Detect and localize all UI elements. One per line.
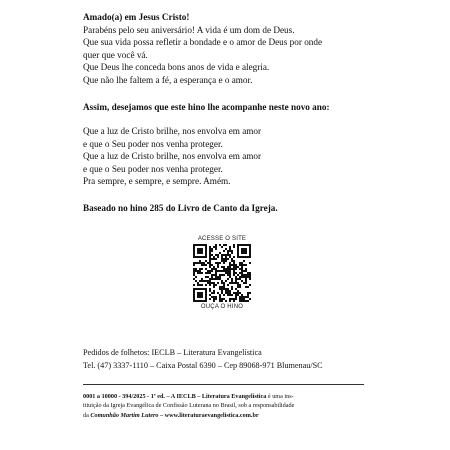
greeting-line: Que Deus lhe conceda bons anos de vida e alegria.	[83, 62, 270, 73]
colophon-prefix: da	[83, 411, 91, 419]
hymn-line: Que a luz de Cristo brilhe, nos envolva em amor	[83, 126, 262, 136]
orders-info	[83, 347, 383, 372]
qr-code-icon[interactable]	[193, 244, 251, 302]
colophon	[83, 392, 383, 420]
hymn-intro	[83, 101, 383, 114]
hymn-basis-text: Baseado no hino 285 do Livro de Canto da Igreja.	[83, 203, 278, 213]
hymn-line: Pra sempre, e sempre, e sempre. Amém.	[83, 176, 231, 187]
hymn-line: Que a luz de Cristo brilhe, nos envolva em amor	[83, 151, 262, 162]
greeting-line: Parabéns pelo seu aniversário! A vida é um dom de Deus.	[83, 24, 295, 35]
hymn-lyrics	[83, 125, 383, 188]
orders-line: Pedidos de folhetos: IECLB – Literatura Evangelística	[83, 348, 262, 357]
hymn-line: e que o Seu poder nos venha proteger.	[83, 163, 223, 174]
qr-bottom-caption: OUÇA O HINO	[200, 304, 244, 310]
greeting-line: Que sua vida possa refletir a bondade e o amor de Deus por onde	[83, 37, 323, 48]
hymn-basis	[83, 202, 383, 215]
qr-block	[190, 236, 254, 310]
colophon-line: tituição da Igreja Evangélica de Confissão Luterana no Brasil, sob a responsabilidade	[83, 402, 295, 410]
colophon-sep: –	[158, 411, 165, 419]
greeting-section	[83, 11, 383, 87]
orders-contact-line: Tel. (47) 3337-1110 – Caixa Postal 6390 – Cep 89068-971 Blumenau/SC	[83, 360, 323, 370]
greeting-line: quer que você vá.	[83, 49, 148, 60]
colophon-line1-rest: é uma ins-	[266, 393, 294, 400]
greeting-line: Que não lhe faltem a fé, a esperança e o amor.	[83, 74, 253, 85]
greeting-title: Amado(a) em Jesus Cristo!	[83, 12, 190, 22]
colophon-org: Comunhão Martim Lutero	[90, 411, 159, 419]
colophon-line	[83, 392, 383, 401]
colophon-edition: 0001 a 10000 - 394/2025 - 1ª ed. – A IECLB – Literatura Evangelística	[83, 393, 267, 400]
hymn-title: Assim, desejamos que este hino lhe acompanhe neste novo ano:	[83, 102, 330, 112]
qr-top-caption: ACESSE O SITE	[197, 236, 247, 242]
colophon-website-link[interactable]: www.literaturaevangelistica.com.br	[164, 411, 259, 419]
hymn-line: e que o Seu poder nos venha proteger.	[83, 138, 223, 149]
divider	[83, 384, 364, 385]
colophon-line	[83, 411, 383, 420]
